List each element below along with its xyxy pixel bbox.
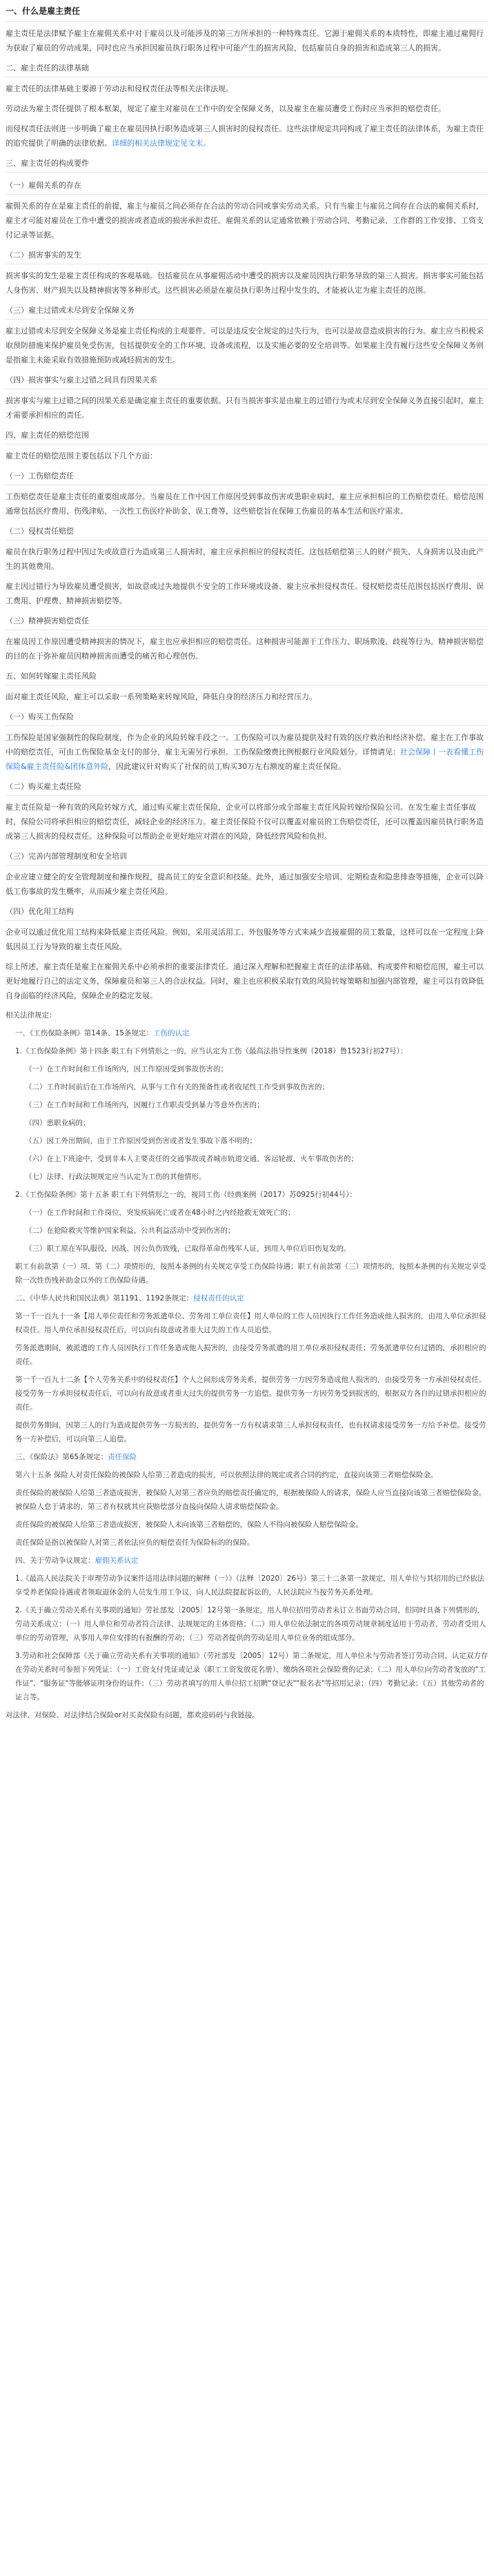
- law-clause: 1.《最高人民法院关于审理劳动争议案件适用法律问题的解释（一）》（法释〔2020〕26号）第三十二条第一款规定，用人单位与其招用的已经依法享受养老保险待遇或者领取退休金的人员发生用工争议，向人民法院提起诉讼的，人民法院应当按劳务关系处理。: [15, 1574, 485, 1597]
- subsection-title: （四）损害事实与雇主过错之间具有因果关系: [6, 373, 488, 389]
- laws-title: 相关法律规定：: [6, 1011, 57, 1019]
- insurance-article-link[interactable]: 社会保障丨一表看懂工伤保险&雇主责任险&团体意外险: [6, 748, 484, 771]
- law-clause: 第一千一百九十二条【个人劳务关系中的侵权责任】个人之间形成劳务关系，提供劳务一方因劳务造成他人损害的，由接受劳务一方承担侵权责任。接受劳务一方承担侵权责任后，可以向有故意或者重大过失的提供劳务一方追偿。提供劳务一方因劳务受到损害的，根据双方各自的过错承担相应的责任。: [15, 1376, 486, 1412]
- law-clause: 责任保险是指以被保险人对第三者依法应负的赔偿责任为保险标的的保险。: [15, 1539, 255, 1547]
- law-clause: 3.劳动和社会保障部《关于确立劳动关系有关事项的通知》（劳社部发〔2005〕12号）第二条规定，用人单位未与劳动者签订劳动合同，认定双方存在劳动关系时可参照下列凭证：（一）工资支付凭证或记录（职工工资发放花名册）、缴纳各项社会保险费的记录；（二）用人单位向劳动者发放的"工作证"、"服务证"等能够证明身份的证件；（三）劳动者填写的用人单位招工招聘"登记表""报名表"等招用记录；（四）考勤记录；（五）其他劳动者的证言等。: [15, 1652, 488, 1701]
- law-clause: 职工有前款第（一）项、第（二）项情形的，按照本条例的有关规定享受工伤保险待遇；职工有前款第（三）项情形的，按照本条例的有关规定享受除一次性伤残补助金以外的工伤保险待遇。: [15, 1262, 486, 1285]
- law-item: （四）患职业病的；: [25, 1119, 90, 1127]
- section-title: 二、雇主责任的法律基础: [6, 61, 488, 77]
- subsection-title: （三）精神损害赔偿责任: [6, 614, 488, 630]
- law-heading: [6, 1450, 488, 1464]
- paragraph: [6, 121, 488, 150]
- subsection-title: （一）雇佣关系的存在: [6, 178, 488, 195]
- law-item-list: [6, 1062, 488, 1184]
- paragraph: 工伤赔偿责任是雇主责任的重要组成部分。当雇员在工作中因工作原因受到事故伤害或患职业病时，雇主应承担相应的工伤赔偿责任。赔偿范围通常包括医疗费用、伤残津贴、一次性工伤医疗补助金、误工费等，这些赔偿旨在保障工伤雇员的基本生活和医疗需求。: [6, 492, 484, 516]
- paragraph: 雇主责任是法律赋予雇主在雇佣关系中对于雇员以及可能涉及的第三方所承担的一种特殊责任。它源于雇佣关系的本质特性，即雇主通过雇佣行为获取了雇员的劳动成果，同时也应当承担因雇员执行职务过程中可能产生的损害风险，包括雇员自身的损害和造成第三人的损害。: [6, 29, 484, 52]
- paragraph: [6, 730, 488, 774]
- laws-link[interactable]: 详细的相关法律规定见文末。: [112, 139, 210, 148]
- paragraph: 劳动法为雇主责任提供了根本框架，规定了雇主对雇员在工作中的安全保障义务，以及雇主在雇员遭受工伤时应当承担的赔偿责任。: [6, 104, 446, 113]
- paragraph: 雇员在执行职务过程中因过失或故意行为造成第三人损害时，雇主应承担相应的侵权责任。这包括赔偿第三人的财产损失、人身损害以及由此产生的其他费用。: [6, 547, 484, 571]
- subsection-title: （一）购买工伤保险: [6, 710, 488, 726]
- subsection-title: （三）完善内部管理制度和安全培训: [6, 849, 488, 866]
- section-title: 一、什么是雇主责任: [6, 4, 488, 22]
- paragraph: 雇主过错或未尽到安全保障义务是雇主责任构成的主观要件。可以是违反安全规定的过失行为，也可以是故意造成损害的行为。雇主应当积极采取预防措施来保护雇员免受伤害，包括提供安全的工作环境、设备或流程，以及实施必要的安全培训等。如果雇主没有履行这些安全保障义务则是指雇主未能采取有效措施预防或减轻损害的发生。: [6, 326, 484, 364]
- law-clause: 责任保险的被保险人给第三者造成损害，被保险人未向该第三者赔偿的，保险人不得向被保险人赔偿保险金。: [15, 1521, 363, 1529]
- paragraph: 雇主责任的法律基础主要源于劳动法和侵权责任法等相关法律法规。: [6, 84, 233, 93]
- law-clause: 劳务派遣期间，被派遣的工作人员因执行工作任务造成他人损害的，由接受劳务派遣的用工单位承担侵权责任；劳务派遣单位有过错的，承担相应的责任。: [15, 1344, 486, 1366]
- law-heading-link[interactable]: 工伤的认定: [152, 1029, 190, 1037]
- law-clause: 第六十五条 保险人对责任保险的被保险人给第三者造成的损害，可以依照法律的规定或者合同的约定，直接向该第三者赔偿保险金。: [15, 1471, 438, 1479]
- related-laws: [6, 1008, 488, 1722]
- paragraph-text: 工伤保险是国家强制性的保险制度，作为企业的风险转嫁手段之一。工伤保险可以为雇员提供及时有效的医疗救治和经济补偿。雇主在工作事故中的赔偿责任，可由工伤保险基金支付的部分，雇主无需另行承担。工伤保险缴费比例根据行业风险划分。详情请见：: [6, 733, 484, 757]
- law-heading-text: 四、关于劳动争议规定：: [15, 1557, 95, 1565]
- law-clause: 2.《关于确立劳动关系有关事项的通知》劳社部发〔2005〕12号第一条规定，用人单位招用劳动者未订立书面劳动合同，但同时具备下列情形的，劳动关系成立：（一）用人单位和劳动者符合法律、法规规定的主体资格；（二）用人单位依法制定的各项劳动规章制度适用于劳动者，劳动者受用人单位的劳动管理，从事用人单位安排的有报酬的劳动；（三）劳动者提供的劳动是用人单位业务的组成部分。: [15, 1606, 486, 1642]
- paragraph: 企业可以通过优化用工结构来降低雇主责任风险。例如，采用灵活用工、外包服务等方式来减少直接雇佣的员工数量，这样可以在一定程度上降低因员工行为导致的雇主责任风险。: [6, 928, 484, 951]
- law-heading-text: 三、《保险法》第65条规定：: [15, 1453, 108, 1461]
- law-heading-link[interactable]: 责任保险: [108, 1453, 137, 1461]
- law-heading-link[interactable]: 雇佣关系认定: [95, 1557, 139, 1565]
- section-title: 四、雇主责任的赔偿范围: [6, 428, 488, 445]
- paragraph: 雇主因过错行为导致雇员遭受损害，如故意或过失地提供不安全的工作环境或设备、雇主应承担侵权责任。侵权赔偿责任范围包括医疗费用、误工费用、护理费、精神损害赔偿等。: [6, 582, 484, 605]
- paragraph: 面对雇主责任风险，雇主可以采取一系列策略来转嫁风险，降低自身的经济压力和经营压力。: [6, 692, 317, 701]
- paragraph: 企业应建立健全的安全管理制度和操作规程，提高员工的安全意识和技能。此外，通过加强安全培训、定期检查和隐患排查等措施，企业可以降低工伤事故的发生概率，从而减少雇主责任风险。: [6, 872, 484, 896]
- paragraph-text: 而侵权责任法则进一步明确了雇主在雇员因执行职务造成第三人损害时的侵权责任。这些法律规定共同构成了雇主责任的法律体系，为雇主责任的追究提供了明确的法律依据。: [6, 124, 484, 148]
- law-item: （六）在上下班途中，受到非本人主要责任的交通事故或者城市轨道交通、客运轮渡、火车事故伤害的；: [25, 1155, 358, 1163]
- law-heading: [6, 1026, 488, 1040]
- footer-note: 对法律、对保险、对法律结合保险or对买卖保险有问题，都欢迎码码与我链接。: [6, 1711, 259, 1719]
- law-item: （二）在抢险救灾等维护国家利益、公共利益活动中受到伤害的；: [25, 1227, 235, 1235]
- subsection-title: （三）雇主过错或未尽到安全保障义务: [6, 303, 488, 320]
- paragraph: 雇主责任险是一种有效的风险转嫁方式，通过购买雇主责任保险，企业可以将部分或全部雇主责任风险转嫁给保险公司。在发生雇主责任事故时，保险公司将承担相应的赔偿责任，减轻企业的经济压力。雇主责任保险不仅可以覆盖对雇员的工伤赔偿责任，还可以覆盖因雇员执行职务造成第三人损害的侵权责任。这种保险可以帮助企业更好地应对潜在的风险，降低经营风险和负担。: [6, 803, 484, 841]
- law-item: （七）法律、行政法规规定应当认定为工伤的其他情形。: [25, 1173, 206, 1181]
- law-heading-text: 一、《工伤保险条例》第14条、15条规定：: [15, 1029, 153, 1037]
- law-clause: 1.《工伤保险条例》第十四条 职工有下列情形之一的，应当认定为工伤（最高法指导性案例（2018）鲁1523行初27号）：: [15, 1047, 408, 1055]
- paragraph: 雇主责任的赔偿范围主要包括以下几个方面：: [6, 451, 157, 460]
- law-clause: 第一千一百九十一条【用人单位责任和劳务派遣单位、劳务用工单位责任】用人单位的工作人员因执行工作任务造成他人损害的，由用人单位承担侵权责任。用人单位承担侵权责任后，可以向有故意或者重大过失的工作人员追偿。: [15, 1312, 486, 1334]
- law-item: （五）因工外出期间，由于工作原因受到伤害或者发生事故下落不明的；: [25, 1137, 257, 1145]
- subsection-title: （一）工伤赔偿责任: [6, 469, 488, 485]
- law-item: （三）在工作时间和工作场所内，因履行工作职责受到暴力等意外伤害的；: [25, 1101, 264, 1109]
- paragraph: 损害事实的发生是雇主责任构成的客观基础。包括雇员在从事雇佣活动中遭受的损害以及雇员因执行职务导致的第三人损害。损害事实可能包括人身伤害、财产损失以及精神损害等多种形式。这些损害必须是在雇员执行职务过程中发生的，才能被认定为雇主责任的范围。: [6, 271, 484, 295]
- paragraph: 损害事实与雇主过错之间的因果关系是确定雇主责任的重要依据。只有当损害事实是由雇主的过错行为或未尽到安全保障义务直接引起时，雇主才需要承担相应的责任。: [6, 396, 484, 420]
- subsection-title: （二）损害事实的发生: [6, 248, 488, 264]
- law-clause: 提供劳务期间，因第三人的行为造成提供劳务一方损害的，提供劳务一方有权请求第三人承担侵权责任，也有权请求接受劳务一方给予补偿。接受劳务一方补偿后，可以向第三人追偿。: [15, 1421, 486, 1443]
- law-item-list: [6, 1206, 488, 1256]
- law-heading-text: 二、《中华人民共和国民法典》第1191、1192条规定：: [15, 1294, 194, 1302]
- law-heading-link[interactable]: 侵权责任的认定: [193, 1294, 244, 1302]
- law-heading: [6, 1554, 488, 1568]
- subsection-title: （四）优化用工结构: [6, 904, 488, 921]
- law-clause: 责任保险的被保险人给第三者造成损害，被保险人对第三者应负的赔偿责任确定的，根据被保险人的请求，保险人应当直接向该第三者赔偿保险金。被保险人怠于请求的，第三者有权就其应获赔偿部分直接向保险人请求赔偿保险金。: [15, 1489, 486, 1511]
- subsection-title: （二）侵权责任赔偿: [6, 524, 488, 540]
- law-item: （一）在工作时间和工作场所内，因工作原因受到事故伤害的；: [25, 1065, 228, 1073]
- law-item: （一）在工作时间和工作岗位，突发疾病死亡或者在48小时之内经抢救无效死亡的；: [25, 1209, 295, 1217]
- paragraph-text: ，因此建议针对购买了社保的员工购买30万左右额度的雇主责任保险。: [108, 762, 346, 771]
- law-item: （二）工作时间前后在工作场所内，从事与工作有关的预备性或者收尾性工作受到事故伤害的；: [25, 1083, 329, 1091]
- paragraph: 在雇员因工作原因遭受精神损害的情况下，雇主也应承担相应的赔偿责任。这种损害可能源于工作压力、职场欺凌、歧视等行为。精神损害赔偿的目的在于弥补雇员因精神损害而遭受的痛苦和心理创伤。: [6, 637, 484, 661]
- law-heading: [6, 1291, 488, 1305]
- subsection-title: （二）购买雇主责任险: [6, 779, 488, 796]
- section-title: 三、雇主责任的构成要件: [6, 156, 488, 173]
- law-clause: 2.《工伤保险条例》第十五条 职工有下列情形之一的，视同工伤（经典案例（2017）苏0925行初44号）：: [15, 1191, 357, 1199]
- section-title: 五、如何转嫁雇主责任风险: [6, 669, 488, 685]
- paragraph: 雇佣关系的存在是雇主责任的前提，雇主与雇员之间必须存在合法的劳动合同或事实劳动关系。只有当雇主与雇员之间存在合法的雇佣关系时，雇主才可能对雇员在工作中遭受的损害或者造成的损害承担责任。雇佣关系的认定通常依赖于劳动合同、考勤记录、工作群的工作安排、工资支付记录等证据。: [6, 202, 484, 240]
- paragraph: 综上所述，雇主责任是雇主在雇佣关系中必须承担的重要法律责任。通过深入理解和把握雇主责任的法律基础、构成要件和赔偿范围，雇主可以更好地履行自己的法定义务，保障雇员和第三人的合法权益。同时，雇主也应积极采取有效的风险转嫁策略和加强内部管理，雇主可以有效降低自身面临的经济风险，保障企业的稳定发展。: [6, 962, 484, 1000]
- law-item: （三）职工原在军队服役，因战、因公负伤致残，已取得革命伤残军人证，到用人单位后旧伤复发的。: [25, 1245, 351, 1253]
